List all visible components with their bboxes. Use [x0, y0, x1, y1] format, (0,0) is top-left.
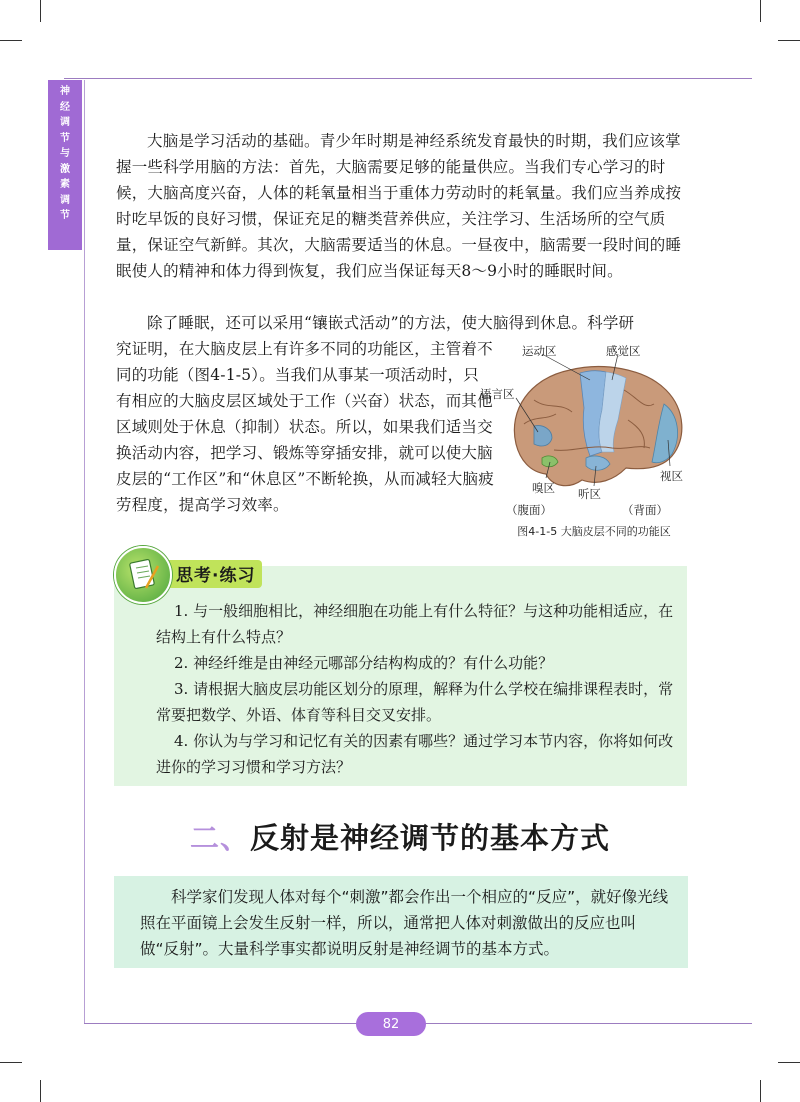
question-4-text: 4. 你认为与学习和记忆有关的因素有哪些？通过学习本节内容，你将如何改进你的学习习惯和学习方法？: [156, 732, 674, 776]
label-visual-area: 视区: [660, 469, 683, 483]
section-number: 二、: [189, 821, 250, 855]
side-tab-char: 激: [60, 163, 70, 175]
side-tab-char: 节: [60, 210, 70, 221]
left-rule: [84, 80, 85, 1024]
side-tab-char: 经: [60, 101, 70, 113]
crop-mark: [40, 0, 41, 22]
intro-paragraph-2-first-line: [116, 310, 688, 336]
question-4: [156, 728, 676, 780]
question-1: [156, 598, 676, 650]
side-tab-char: 与: [60, 148, 70, 159]
label-language-area: 语言区: [480, 387, 515, 401]
crop-mark: [778, 1062, 800, 1063]
section-title: 反射是神经调节的基本方式: [250, 821, 611, 855]
side-tab-char: 节: [60, 132, 70, 144]
side-tab-char: 素: [60, 179, 70, 190]
brain-figure: [480, 340, 694, 525]
page-number: 82: [356, 1012, 426, 1036]
intro-paragraph-1-text: 大脑是学习活动的基础。青少年时期是神经系统发育最快的时期，我们应该掌握一些科学用脑的方法：首先，大脑需要足够的能量供应。当我们专心学习的时候，大脑高度兴奋，人体的耗氧量相当于重体力劳动时的耗氧量。我们应当养成按时吃早饭的良好习惯，保证充足的糖类营养供应，关注学习、生活场所的空气质量，保证空气新鲜。其次，大脑需要适当的休息。一昼夜中，脑需要一段时间的睡眠使人的精神和体力得到恢复，我们应当保证每天8～9小时的睡眠时间。: [116, 132, 682, 280]
label-dorsal: （背面）: [622, 503, 668, 517]
intro-paragraph-1: [116, 128, 688, 284]
crop-mark: [40, 1080, 41, 1102]
question-2: [156, 650, 676, 676]
label-ventral: （腹面）: [506, 503, 552, 517]
intro-paragraph-2-body: 究证明，在大脑皮层上有许多不同的功能区，主管着不同的功能（图4-1-5）。当我们从事某一项活动时，只有相应的大脑皮层区域处于工作（兴奋）状态，而其他区域则处于休息（抑制）状态。所以，如果我们适当交换活动内容，把学习、锻炼等穿插安排，就可以使大脑皮层的“工作区”和“休息区”不断轮换，从而减轻大脑疲劳程度，提高学习效率。: [116, 340, 494, 514]
crop-mark: [760, 0, 761, 22]
crop-mark: [0, 40, 22, 41]
crop-mark: [778, 40, 800, 41]
side-tab-char: 调: [60, 117, 70, 128]
think-practice-title: 思考·练习: [176, 566, 256, 586]
question-3: [156, 676, 676, 728]
figure-caption: 图4-1-5 大脑皮层不同的功能区: [517, 525, 671, 538]
chapter-side-tab: [48, 80, 82, 250]
label-olfactory-area: 嗅区: [532, 481, 555, 495]
top-rule: [64, 78, 752, 79]
notebook-icon: [114, 546, 172, 604]
crop-mark: [760, 1080, 761, 1102]
section-intro-text: [140, 884, 670, 962]
label-motor-area: 运动区: [522, 344, 557, 358]
section-heading: [0, 816, 800, 857]
label-sensory-area: 感觉区: [606, 344, 641, 358]
question-2-text: 2. 神经纤维是由神经元哪部分结构构成的？有什么功能？: [174, 654, 554, 672]
question-1-text: 1. 与一般细胞相比，神经细胞在功能上有什么特征？与这种功能相适应，在结构上有什么特点？: [156, 602, 674, 646]
side-tab-char: 调: [60, 194, 70, 206]
crop-mark: [0, 1062, 22, 1063]
side-tab-char: 神: [60, 86, 70, 97]
section-intro-text-body: 科学家们发现人体对每个“刺激”都会作出一个相应的“反应”，就好像光线照在平面镜上会发生反射一样，所以，通常把人体对刺激做出的反应也叫做“反射”。大量科学事实都说明反射是神经调节的基本方式。: [140, 888, 669, 958]
label-auditory-area: 听区: [578, 487, 601, 501]
intro-paragraph-2-line1-text: 除了睡眠，还可以采用“镶嵌式活动”的方法，使大脑得到休息。科学研: [147, 314, 635, 332]
question-3-text: 3. 请根据大脑皮层功能区划分的原理，解释为什么学校在编排课程表时，常常要把数学、外语、体育等科目交叉安排。: [156, 680, 674, 724]
